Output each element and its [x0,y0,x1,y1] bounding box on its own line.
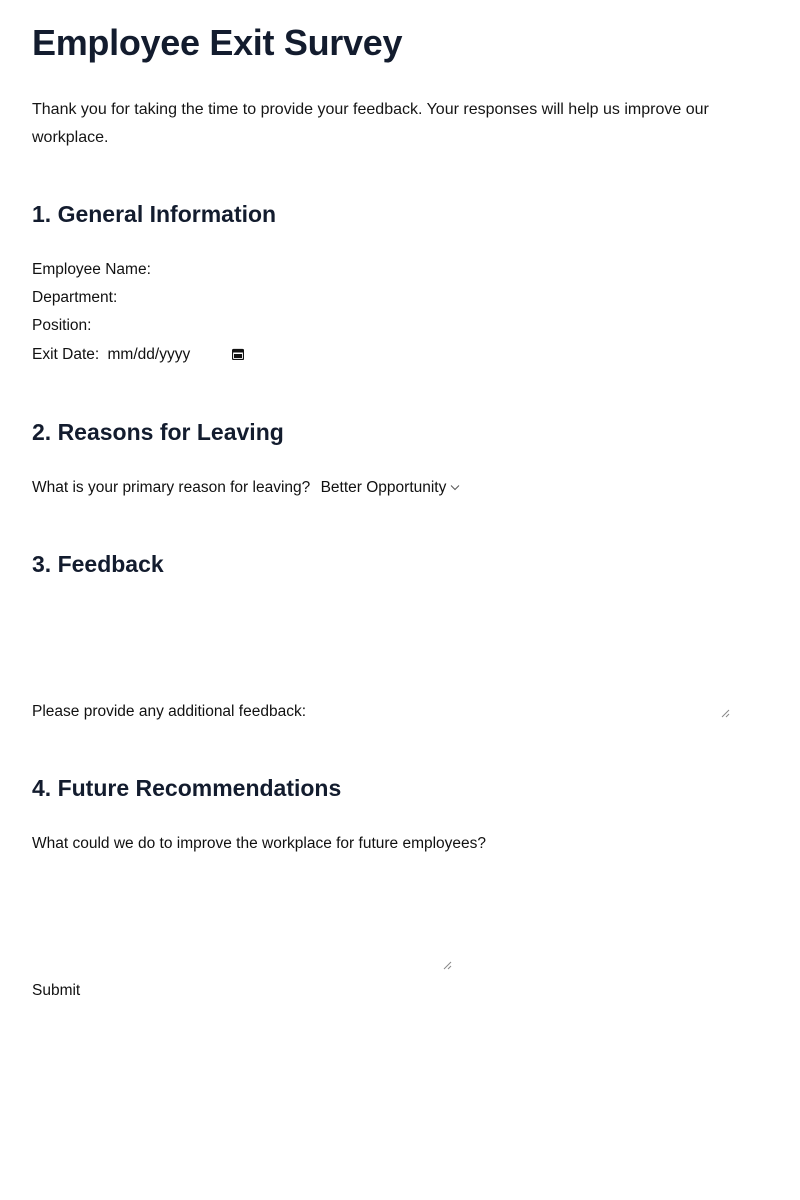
section-heading-general: 1. General Information [32,201,277,227]
feedback-label: Please provide any additional feedback: [32,703,307,720]
exit-date-label: Exit Date: [32,346,100,363]
resize-handle-icon[interactable] [443,961,452,970]
reason-row [32,478,460,498]
position-label: Position: [32,317,92,334]
reason-question: What is your primary reason for leaving? [32,479,311,496]
resize-handle-icon[interactable] [721,709,730,718]
section-heading-future: 4. Future Recommendations [32,775,342,801]
page-title: Employee Exit Survey [32,22,403,63]
section-heading-feedback: 3. Feedback [32,551,164,577]
feedback-textarea[interactable] [310,592,730,718]
intro-text: Thank you for taking the time to provide your feedback. Your responses will help us improve our workplace. [32,101,709,146]
section-heading-reasons: 2. Reasons for Leaving [32,419,284,445]
chevron-down-icon [450,484,460,491]
exit-date-input[interactable] [108,345,244,365]
exit-date-row [32,345,244,365]
submit-button[interactable]: Submit [32,982,81,999]
reason-select[interactable] [321,478,461,498]
reason-selected-value: Better Opportunity [320,479,447,496]
future-question: What could we do to improve the workplace for future employees? [32,835,487,852]
employee-name-row [32,260,151,280]
department-row [32,288,117,308]
exit-date-placeholder: mm/dd/yyyy [107,346,191,363]
department-label: Department: [32,289,118,306]
position-row [32,316,91,336]
future-textarea[interactable] [32,858,452,970]
employee-name-label: Employee Name: [32,261,151,278]
calendar-icon[interactable] [232,348,244,360]
